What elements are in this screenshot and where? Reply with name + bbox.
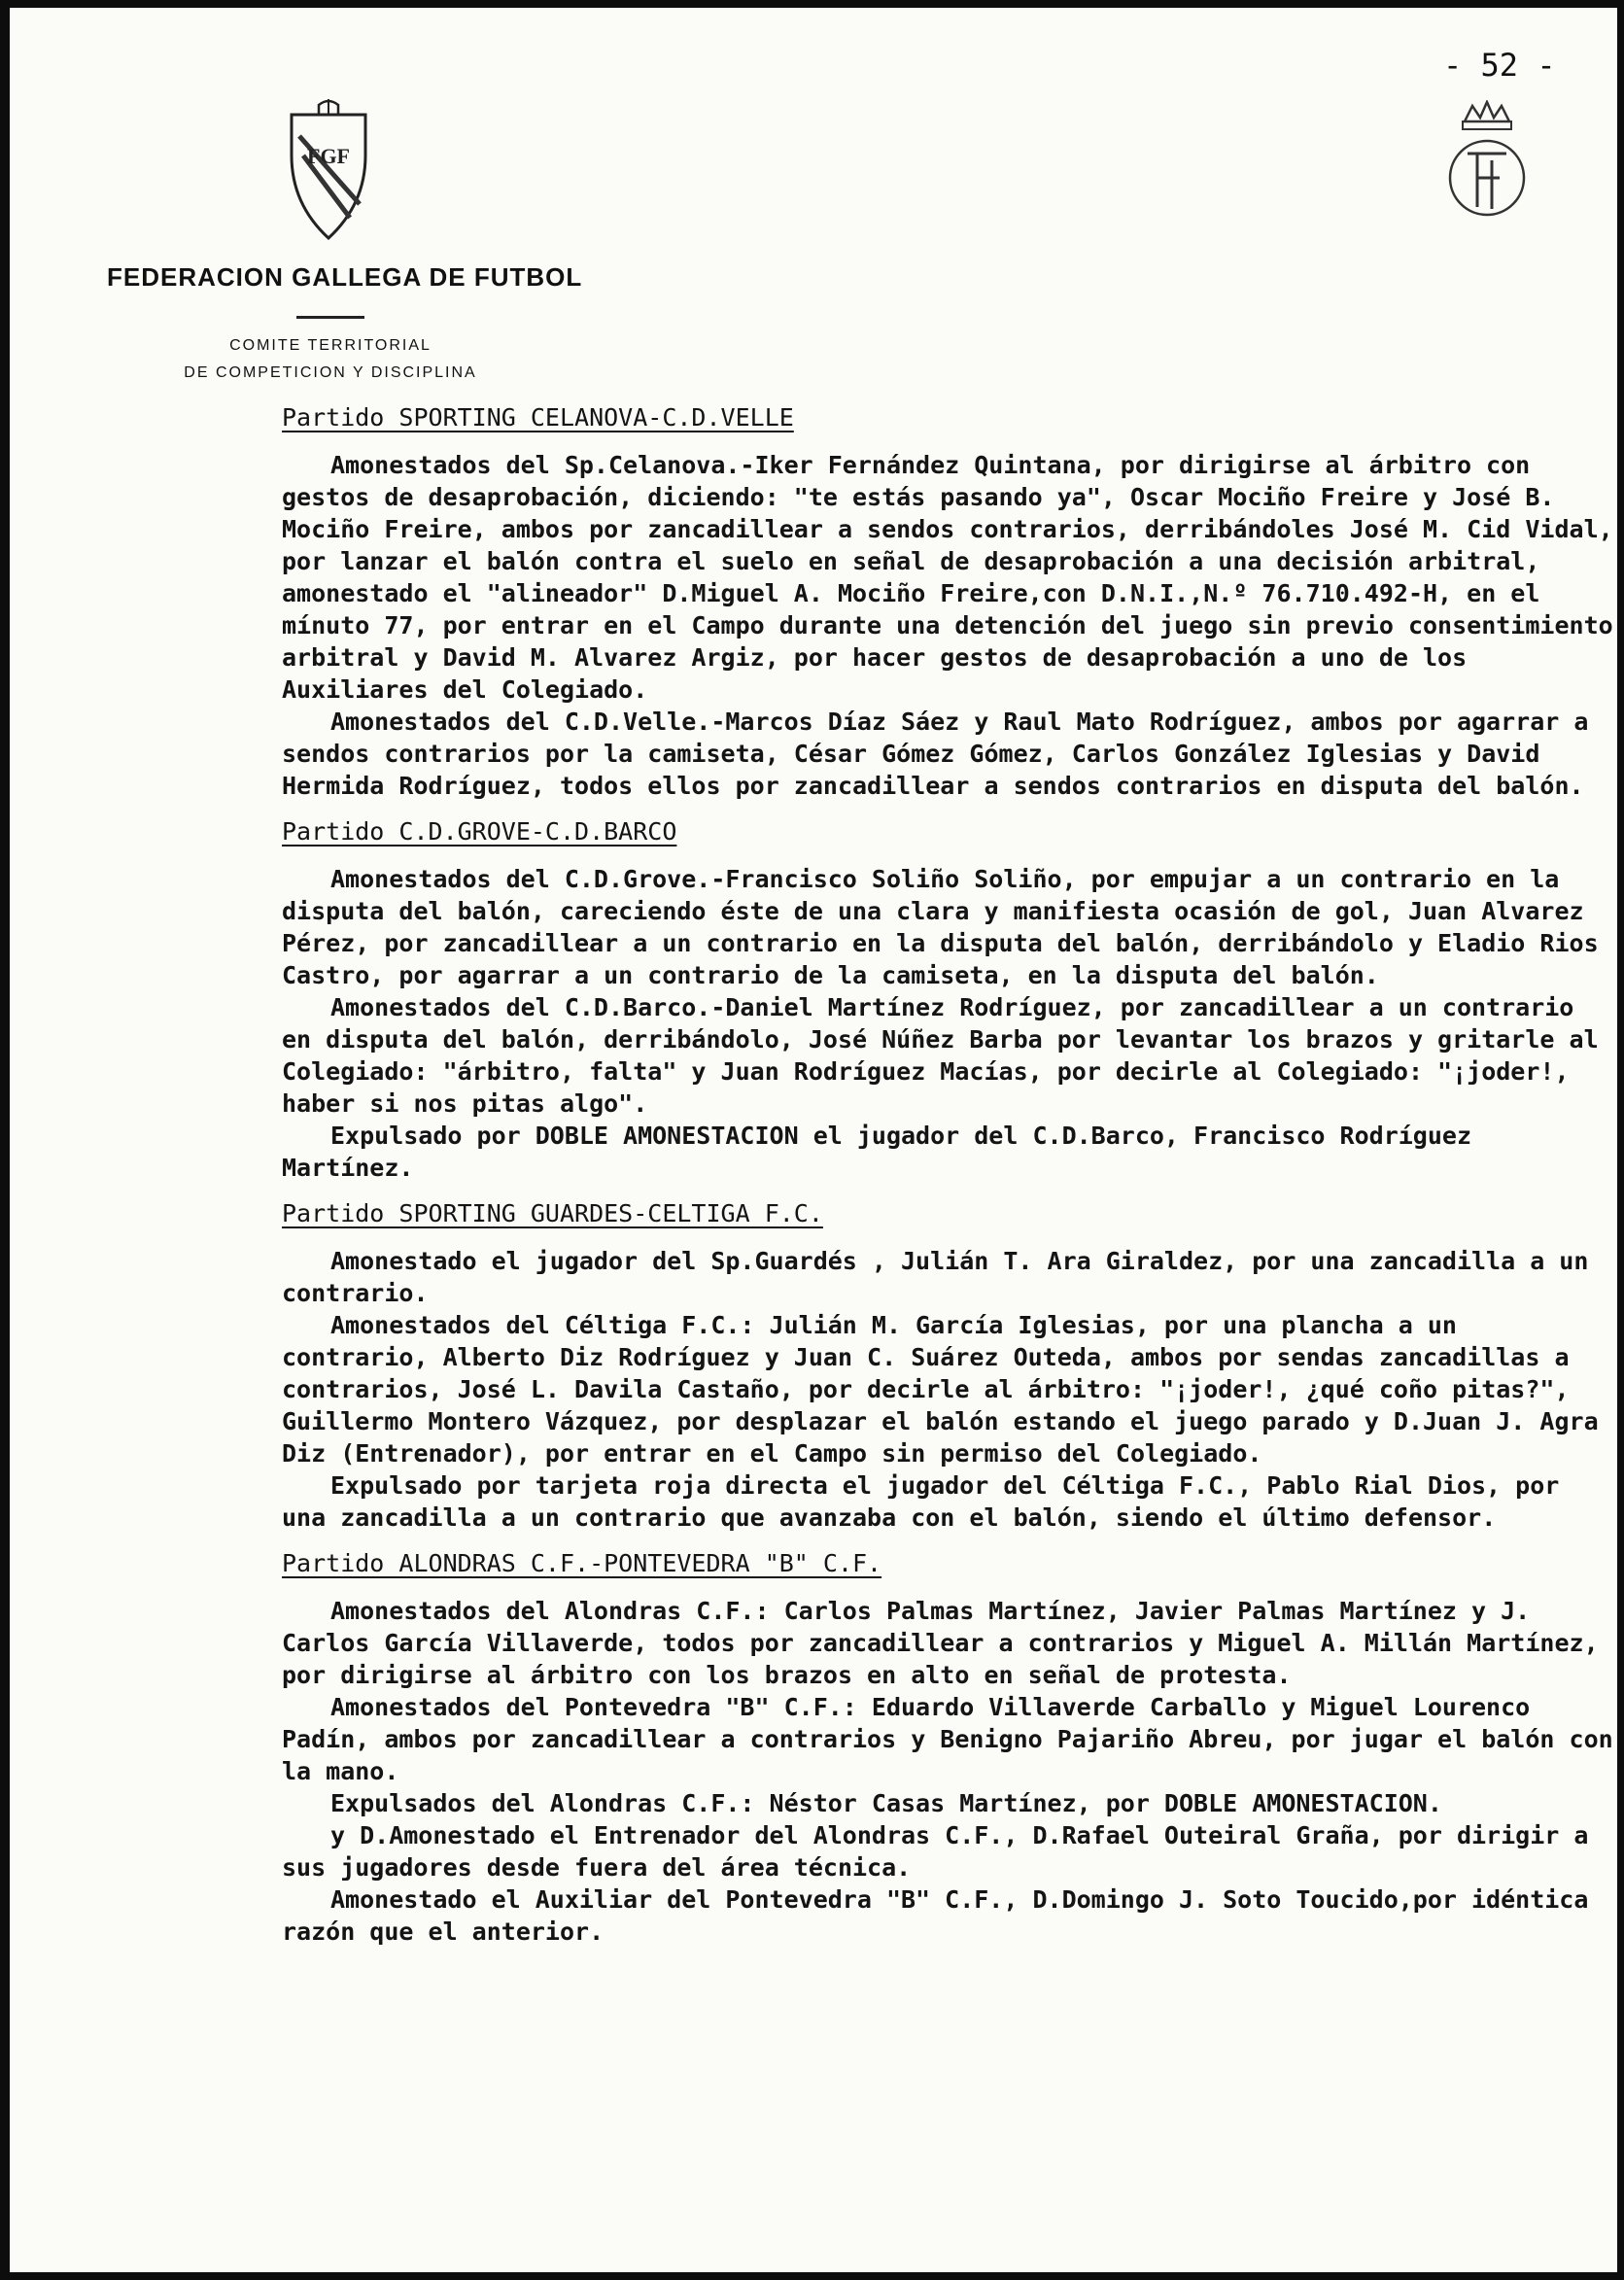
match-section bbox=[282, 401, 1613, 802]
sanction-paragraph: Amonestado el Auxiliar del Pontevedra "B" C.F., D.Domingo J. Soto Toucido,por idéntica razón que el anterior. bbox=[282, 1885, 1589, 1946]
letterhead-divider bbox=[296, 316, 364, 319]
sanction-paragraph: Expulsado por tarjeta roja directa el jugador del Céltiga F.C., Pablo Rial Dios, por una zancadilla a un contrario que avanzaba con el balón, siendo el último defensor. bbox=[282, 1471, 1560, 1532]
page-number: - 52 - bbox=[1443, 47, 1556, 84]
svg-text:FGF: FGF bbox=[307, 144, 350, 168]
match-section bbox=[282, 1547, 1613, 1948]
sanction-paragraph: Amonestados del Pontevedra "B" C.F.: Eduardo Villaverde Carballo y Miguel Lourenco Padín, ambos por zancadillear a contrarios y Benigno Pajariño Abreu, por jugar el balón con la mano. bbox=[282, 1693, 1613, 1785]
sanction-paragraph: Amonestados del Sp.Celanova.-Iker Fernández Quintana, por dirigirse al árbitro con gestos de desaprobación, diciendo: "te estás pasando ya", Oscar Mociño Freire y José B. Mociño Freire, ambos por zancadillear a sendos contrarios, derribándoles José M. Cid Vidal, por lanzar el balón contra el suelo en señal de desaprobación a una decisión arbitral, amonestado el "alineador" D.Miguel A. Mociño Freire,con D.N.I.,N.º 76.710.492-H, en el mínuto 77, por entrar en el Campo durante una detención del juego sin previo consentimiento arbitral y David M. Alvarez Argiz, por hacer gestos de desaprobación a uno de los Auxiliares del Colegiado. bbox=[282, 451, 1613, 704]
match-title: Partido ALONDRAS C.F.-PONTEVEDRA "B" C.F. bbox=[282, 1549, 882, 1577]
shield-emblem-icon bbox=[282, 97, 375, 243]
committee-line-2: DE COMPETICION Y DISCIPLINA bbox=[184, 364, 477, 381]
sanction-paragraph: Amonestados del Alondras C.F.: Carlos Palmas Martínez, Javier Palmas Martínez y J. Carlos García Villaverde, todos por zancadillear a contrarios y Miguel A. Millán Martínez, por dirigirse al árbitro con los brazos en alto en señal de protesta. bbox=[282, 1597, 1599, 1689]
federation-name: FEDERACION GALLEGA DE FUTBOL bbox=[107, 262, 583, 292]
sanction-paragraph: Amonestados del C.D.Barco.-Daniel Martínez Rodríguez, por zancadillear a un contrario en disputa del balón, derribándolo, José Núñez Barba por levantar los brazos y gritarle al Colegiado: "árbitro, falta" y Juan Rodríguez Macías, por decirle al Colegiado: "¡joder!, haber si nos pitas algo". bbox=[282, 993, 1599, 1118]
crowned-crest-icon bbox=[1443, 100, 1531, 226]
match-title: Partido SPORTING GUARDES-CELTIGA F.C. bbox=[282, 1199, 823, 1227]
committee-line-1: COMITE TERRITORIAL bbox=[229, 337, 432, 354]
sanction-paragraph: Amonestados del C.D.Grove.-Francisco Soliño Soliño, por empujar a un contrario en la disputa del balón, careciendo éste de una clara y manifiesta ocasión de gol, Juan Alvarez Pérez, por zancadillear a un contrario en la disputa del balón, derribándolo y Eladio Rios Castro, por agarrar a un contrario de la camiseta, en la disputa del balón. bbox=[282, 865, 1599, 989]
match-section bbox=[282, 1197, 1613, 1534]
document-body bbox=[282, 401, 1613, 1961]
sanction-paragraph: Amonestado el jugador del Sp.Guardés , Julián T. Ara Giraldez, por una zancadilla a un contrario. bbox=[282, 1247, 1589, 1307]
match-title: Partido SPORTING CELANOVA-C.D.VELLE bbox=[282, 403, 794, 432]
sanction-paragraph: Amonestados del C.D.Velle.-Marcos Díaz Sáez y Raul Mato Rodríguez, ambos por agarrar a sendos contrarios por la camiseta, César Gómez Gómez, Carlos González Iglesias y David Hermida Rodríguez, todos ellos por zancadillear a sendos contrarios en disputa del balón. bbox=[282, 708, 1589, 800]
letterhead bbox=[107, 262, 583, 387]
sanction-paragraph-corrected: y D.Amonestado el Entrenador del Alondras C.F., D.Rafael Outeiral Graña, por dirigir a sus jugadores desde fuera del área técnica. bbox=[282, 1821, 1589, 1882]
match-section bbox=[282, 815, 1613, 1184]
document-page bbox=[10, 8, 1617, 2272]
sanction-paragraph: Expulsado por DOBLE AMONESTACION el jugador del C.D.Barco, Francisco Rodríguez Martínez. bbox=[282, 1122, 1471, 1182]
match-title: Partido C.D.GROVE-C.D.BARCO bbox=[282, 817, 677, 846]
sanction-paragraph: Amonestados del Céltiga F.C.: Julián M. García Iglesias, por una plancha a un contrario, Alberto Diz Rodríguez y Juan C. Suárez Outeda, ambos por sendas zancadillas a contrarios, José L. Davila Castaño, por decirle al árbitro: "¡joder!, ¿qué coño pitas?", Guillermo Montero Vázquez, por desplazar el balón estando el juego parado y D.Juan J. Agra Diz (Entrenador), por entrar en el Campo sin permiso del Colegiado. bbox=[282, 1311, 1599, 1468]
sanction-paragraph: Expulsados del Alondras C.F.: Néstor Casas Martínez, por DOBLE AMONESTACION. bbox=[330, 1789, 1442, 1817]
